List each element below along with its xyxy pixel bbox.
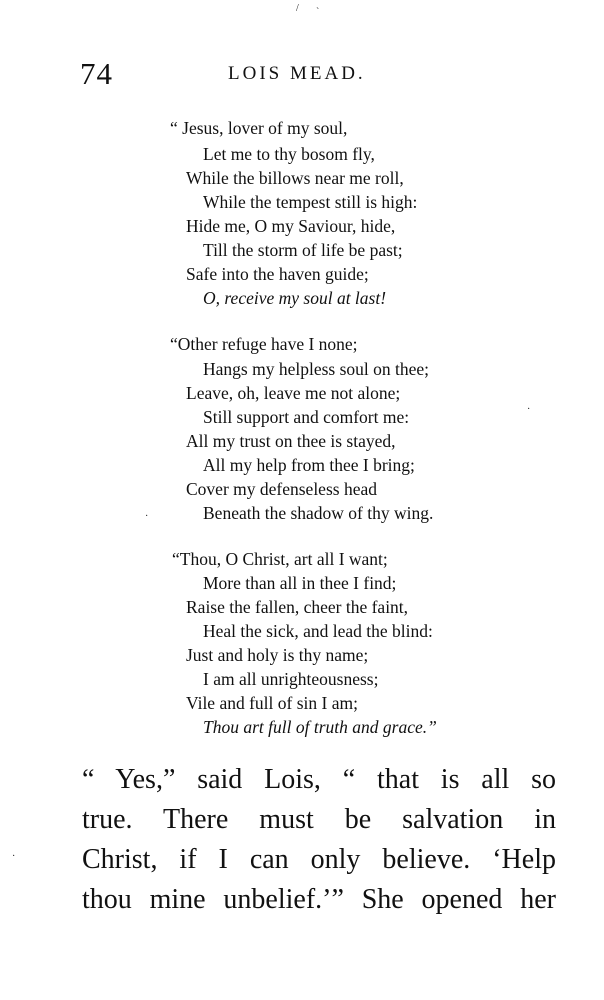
verse-line: While the billows near me roll, — [186, 168, 404, 188]
verse-line: Safe into the haven guide; — [186, 264, 369, 284]
verse-line: All my trust on thee is stayed, — [186, 431, 396, 451]
verse-line: “ Jesus, lover of my soul, — [170, 118, 348, 138]
verse-line: “Thou, O Christ, art all I want; — [172, 549, 388, 569]
verse-line: Leave, oh, leave me not alone; — [186, 383, 401, 403]
verse-line: Hangs my helpless soul on thee; — [203, 359, 430, 379]
verse-line: Still support and comfort me: — [203, 407, 410, 427]
verse-line: Just and holy is thy name; — [186, 645, 369, 665]
ink-speck: / — [296, 3, 299, 14]
prose-line: Christ, if I can only believe. ‘Help — [82, 844, 556, 875]
ink-speck: · — [145, 511, 149, 522]
verse-line: Hide me, O my Saviour, hide, — [186, 216, 396, 236]
verse-line: While the tempest still is high: — [203, 192, 418, 212]
ink-speck: · — [12, 851, 16, 862]
running-head: LOIS MEAD. — [228, 63, 366, 84]
verse-line: Cover my defenseless head — [186, 479, 377, 499]
verse-line: All my help from thee I bring; — [203, 455, 415, 475]
ink-speck: · — [527, 404, 531, 415]
verse-line: Till the storm of life be past; — [203, 240, 403, 260]
verse-line: I am all unrighteousness; — [203, 669, 379, 689]
prose-line: thou mine unbelief.’” She opened her — [82, 884, 556, 915]
verse-line: Raise the fallen, cheer the faint, — [186, 597, 409, 617]
verse-line: O, receive my soul at last! — [203, 288, 387, 308]
ink-speck: ` — [316, 7, 320, 18]
verse-line: Thou art full of truth and grace.” — [203, 717, 437, 737]
verse-line: Heal the sick, and lead the blind: — [203, 621, 433, 641]
verse-line: Vile and full of sin I am; — [186, 693, 358, 713]
page-number: 74 — [80, 56, 113, 91]
verse-line: More than all in thee I find; — [203, 573, 397, 593]
verse-line: Beneath the shadow of thy wing. — [203, 503, 434, 523]
verse-line: “Other refuge have I none; — [170, 334, 358, 354]
prose-line: true. There must be salvation in — [82, 804, 556, 835]
verse-line: Let me to thy bosom fly, — [203, 144, 375, 164]
prose-line: “ Yes,” said Lois, “ that is all so — [82, 764, 556, 795]
